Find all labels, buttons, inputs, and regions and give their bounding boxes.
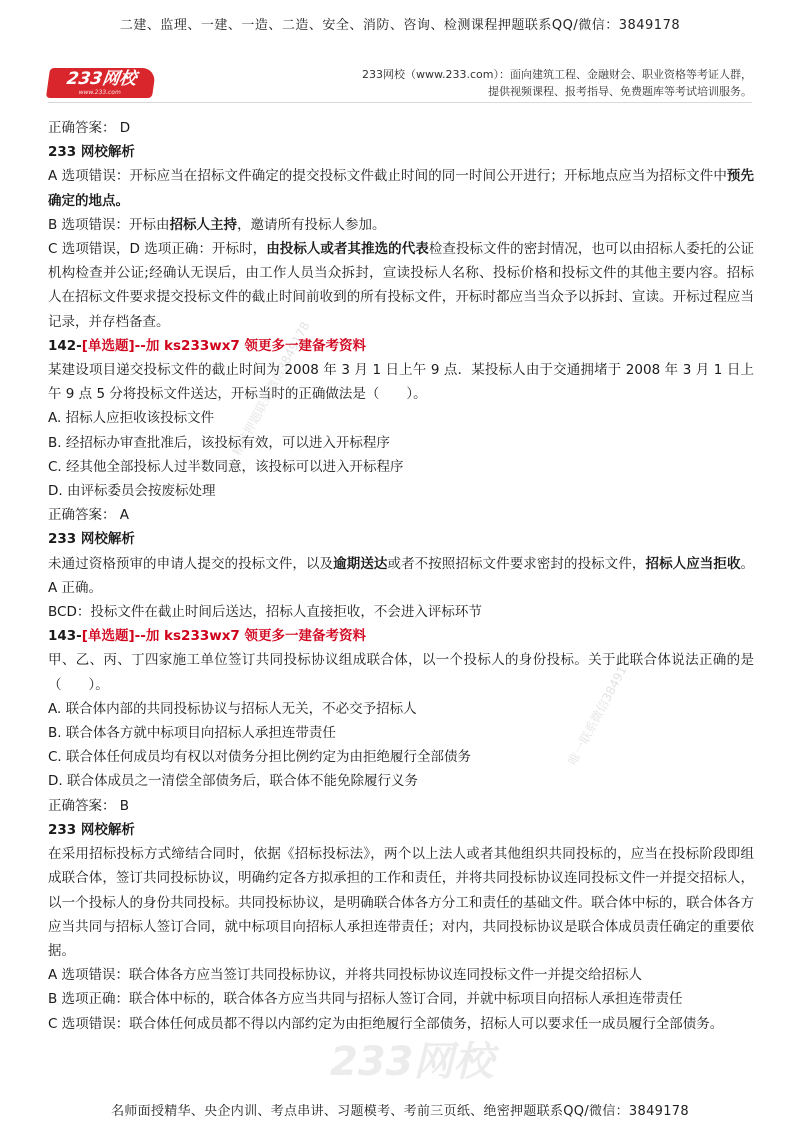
side-watermark-2: 唯一联系微信3849178 <box>565 650 637 768</box>
logo-subtext: www.233.com <box>78 89 122 96</box>
page-header <box>48 62 752 108</box>
question-143-title: 143-[单选题]--加 ks233wx7 领更多一建备考资料 <box>48 628 367 645</box>
side-watermark-1: 精准押题联系微信3849178 <box>229 319 313 459</box>
question-142-option-d: D. 由评标委员会按废标处理 <box>48 483 216 500</box>
document-body <box>48 116 754 1036</box>
question-143-explanation-c: C 选项错误：联合体任何成员都不得以内部约定为由拒绝履行全部债务，招标人可以要求任一成员履行全部债务。 <box>48 1015 724 1032</box>
logo-text: 233网校 <box>65 69 138 89</box>
question-142-answer: 正确答案： A <box>48 507 130 524</box>
header-info-line1: 233网校（www.233.com）：面向建筑工程、金融财会、职业资格等考证人群， <box>362 68 752 81</box>
site-logo[interactable] <box>46 68 156 98</box>
explanation-a: A 选项错误：开标应当在招标文件确定的提交投标文件截止时间的同一时间公开进行；开标地点应当为招标文件中预先确定的地点。 <box>48 168 755 209</box>
header-divider <box>48 102 752 103</box>
question-142-stem: 某建设项目递交投标文件的截止时间为 2008 年 3 月 1 日上午 9 点．某投标人由于交通拥堵于 2008 年 3 月 1 日上午 9 点 5 分将投标文件送达，开标当时的正确做法是（ ）。 <box>48 362 754 403</box>
question-142-title: 142-[单选题]--加 ks233wx7 领更多一建备考资料 <box>48 337 367 354</box>
question-142-option-b: B. 经招标办审查批准后，该投标有效，可以进入开标程序 <box>48 434 390 451</box>
question-142-explanation-bcd: BCD：投标文件在截止时间后送达，招标人直接拒收，不会进入评标环节 <box>48 604 482 621</box>
question-143-analysis-title: 233 网校解析 <box>48 821 135 838</box>
question-143-explanation-a: A 选项错误：联合体各方应当签订共同投标协议，并将共同投标协议连同投标文件一并提交给招标人 <box>48 967 643 984</box>
question-143-stem: 甲、乙、丙、丁四家施工单位签订共同投标协议组成联合体，以一个投标人的身份投标。关于此联合体说法正确的是（ ）。 <box>48 652 754 693</box>
question-143-option-b: B. 联合体各方就中标项目向招标人承担连带责任 <box>48 725 336 742</box>
explanation-cd: C 选项错误，D 选项正确：开标时，由投标人或者其推选的代表检查投标文件的密封情况，也可以由招标人委托的公证机构检查并公证;经确认无误后，由工作人员当众拆封，宣读投标人名称、投标价格和投标文件的其他主要内容。招标人在招标文件要求提交投标文件的截止时间前收到的所有投标文件，开标时都应当当众予以拆封、宣读。开标过程应当记录，并存档备查。 <box>48 241 755 330</box>
question-143-answer: 正确答案： B <box>48 797 130 814</box>
header-info-line2: 提供视频课程、报考指导、免费题库等考试培训服务。 <box>488 85 752 98</box>
question-142-analysis-title: 233 网校解析 <box>48 531 135 548</box>
question-143-explanation-b: B 选项正确：联合体中标的，联合体各方应当共同与招标人签订合同，并就中标项目向招标人承担连带责任 <box>48 991 683 1008</box>
bottom-contact-banner: 名师面授精华、央企内训、考点串讲、习题模考、考前三页纸、绝密押题联系QQ/微信：3849178 <box>111 1104 689 1119</box>
question-143-option-a: A. 联合体内部的共同投标协议与招标人无关，不必交予招标人 <box>48 700 417 717</box>
question-143-explanation: 在采用招标投标方式缔结合同时，依据《招标投标法》，两个以上法人或者其他组织共同投标的，应当在投标阶段即组成联合体，签订共同投标协议，明确约定各方拟承担的工作和责任，并将共同投标协议连同投标文件一并提交招标人，以一个投标人的身份共同投标。共同投标协议，是明确联合体各方分工和责任的基础文件。联合体中标的，联合体各方应当共同与招标人签订合同，就中标项目向招标人承担连带责任；对内，共同投标协议是联合体成员责任确定的重要依据。 <box>48 846 754 959</box>
answer-line: 正确答案： D <box>48 120 131 136</box>
question-143-option-d: D. 联合体成员之一清偿全部债务后，联合体不能免除履行义务 <box>48 773 418 790</box>
bottom-watermark: 233网校 <box>330 1039 494 1085</box>
header-info <box>312 66 752 100</box>
question-142-option-a: A. 招标人应拒收该投标文件 <box>48 410 215 427</box>
analysis-title: 233 网校解析 <box>48 144 135 161</box>
question-143-option-c: C. 联合体任何成员均有权以对债务分担比例约定为由拒绝履行全部债务 <box>48 749 472 766</box>
top-contact-banner: 二建、监理、一建、一造、二造、安全、消防、咨询、检测课程押题联系QQ/微信：3849178 <box>119 18 681 33</box>
question-142-option-c: C. 经其他全部投标人过半数同意，该投标可以进入开标程序 <box>48 458 404 475</box>
question-142-explanation: 未通过资格预审的申请人提交的投标文件，以及逾期送达或者不按照招标文件要求密封的投标文件，招标人应当拒收。A 正确。 <box>48 555 755 596</box>
explanation-b: B 选项错误：开标由招标人主持，邀请所有投标人参加。 <box>48 216 386 233</box>
